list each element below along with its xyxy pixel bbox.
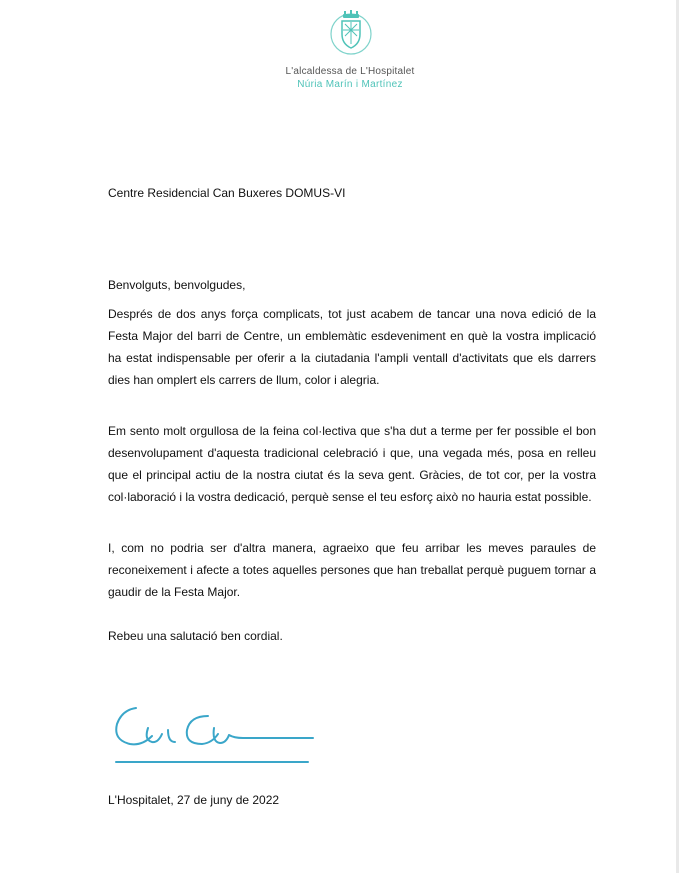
closing-line: Rebeu una salutació ben cordial. [108, 629, 283, 643]
mayor-name: Núria Marín i Martínez [297, 79, 403, 90]
salutation: Benvolguts, benvolgudes, [108, 278, 246, 292]
body-paragraph: Després de dos anys força complicats, tot just acabem de tancar una nova edició de la Festa Major del barri de Centre, un emblemàtic esdeveniment en què la vostra implicació ha estat indispensable per oferir a la ciutadania l'ampli ventall d'activitats que els darrers dies han omplert els carrers de llum, color i alegria. [108, 307, 596, 387]
recipient: Centre Residencial Can Buxeres DOMUS-VI [108, 186, 346, 200]
coat-of-arms-icon [328, 8, 374, 56]
body-paragraph: I, com no podria ser d'altra manera, agraeixo que feu arribar les meves paraules de reconeixement i afecte a totes aquelles persones que han treballat perquè puguem tornar a gaudir de la Festa Major. [108, 541, 596, 599]
office-title: L'alcaldessa de L'Hospitalet [285, 66, 415, 77]
place-date: L'Hospitalet, 27 de juny de 2022 [108, 793, 280, 807]
body-paragraph: Em sento molt orgullosa de la feina col·lectiva que s'ha dut a terme per fer possible el bon desenvolupament d'aquesta tradicional celebració i que, una vegada més, posa en relleu que el principal actiu de la nostra ciutat és la seva gent. Gràcies, de tot cor, per la vostra col·laboració i la vostra dedicació, perquè sense el teu esforç això no hauria estat possible. [108, 424, 596, 504]
signature-image [108, 690, 318, 770]
